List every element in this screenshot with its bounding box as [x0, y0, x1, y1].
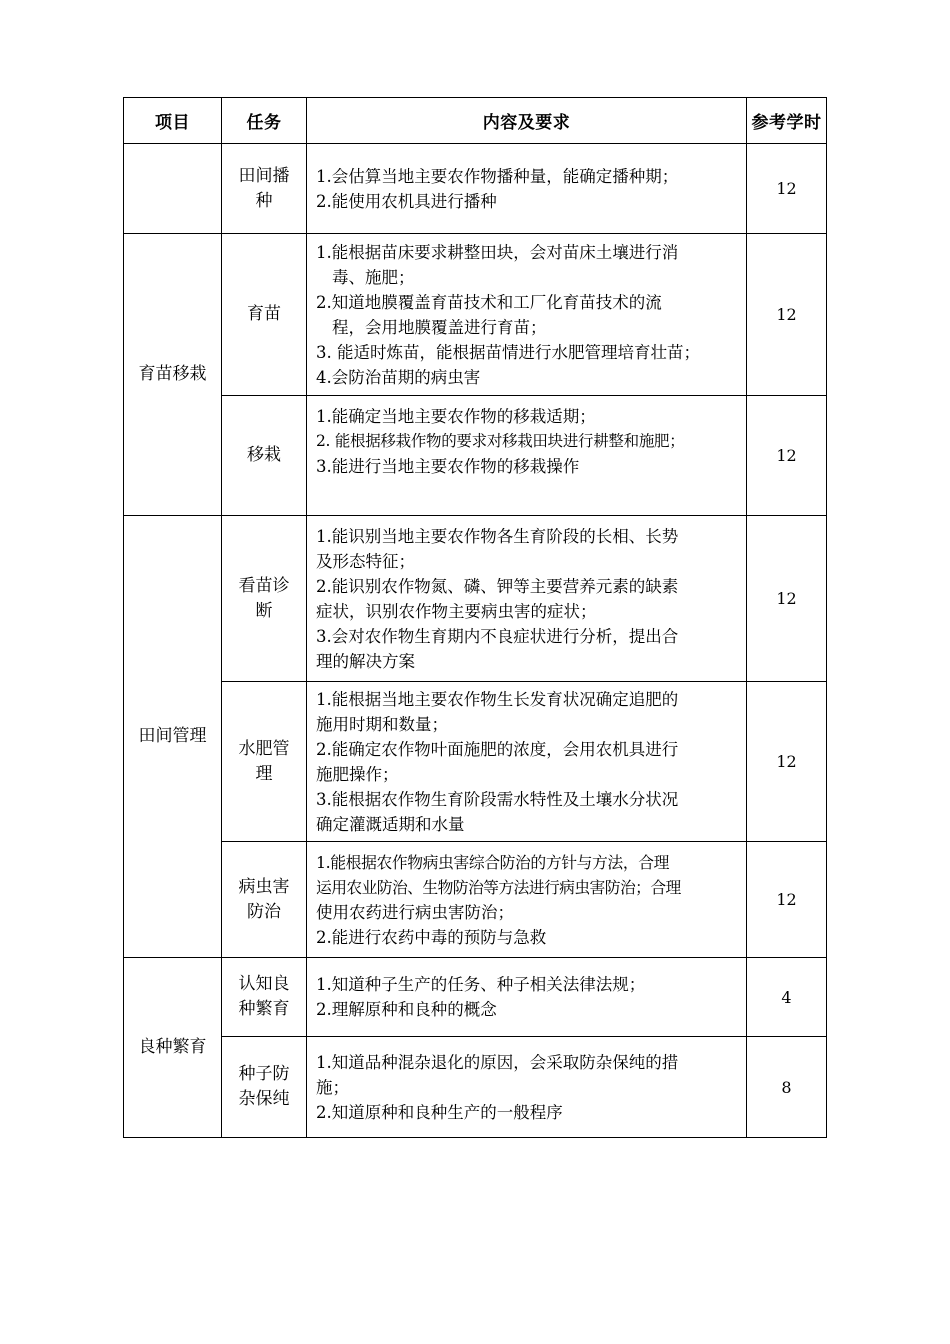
hours-cell: 12: [747, 842, 827, 958]
content-line: 2.能进行农药中毒的预防与急救: [316, 927, 547, 947]
hours-cell: 12: [747, 234, 827, 396]
task-line: 看苗诊: [238, 575, 290, 596]
content-line: 1.知道品种混杂退化的原因，会采取防杂保纯的措: [316, 1052, 679, 1072]
curriculum-table: [123, 97, 827, 1138]
hours-cell: 12: [747, 516, 827, 682]
table-row: [124, 842, 827, 958]
task-cell: [222, 958, 307, 1037]
content-line: 2.知道原种和良种生产的一般程序: [316, 1102, 563, 1122]
content-line: 理的解决方案: [316, 651, 415, 671]
task-line: 种繁育: [238, 999, 290, 1019]
task-cell: [222, 1037, 307, 1138]
content-line: 3. 能适时炼苗，能根据苗情进行水肥管理培育壮苗；: [316, 342, 700, 362]
content-line: 确定灌溉适期和水量: [316, 814, 465, 834]
content-line: 施肥操作；: [316, 764, 399, 784]
header-hours: 参考学时: [747, 98, 827, 144]
content-line: 程，会用地膜覆盖进行育苗；: [332, 317, 547, 337]
task-cell: [222, 516, 307, 682]
task-line: 种子防: [238, 1064, 290, 1084]
table-row: [124, 958, 827, 1037]
content-cell: [307, 516, 747, 682]
table-row: [124, 396, 827, 516]
hours-cell: 8: [747, 1037, 827, 1138]
content-cell: [307, 1037, 747, 1138]
task-line: 病虫害: [238, 876, 290, 897]
content-line: 2.能识别农作物氮、磷、钾等主要营养元素的缺素: [316, 576, 679, 596]
content-line: 1.能根据当地主要农作物生长发育状况确定追肥的: [316, 689, 679, 709]
content-line: 2. 能根据移栽作物的要求对移栽田块进行耕整和施肥；: [316, 432, 685, 450]
hours-cell: 12: [747, 682, 827, 842]
task-line: 育苗: [247, 304, 281, 324]
task-cell: [222, 682, 307, 842]
content-line: 1.会估算当地主要农作物播种量，能确定播种期；: [316, 166, 679, 186]
content-line: 1.能确定当地主要农作物的移栽适期；: [316, 407, 596, 426]
task-line: 防治: [247, 901, 281, 922]
content-line: 施用时期和数量；: [316, 714, 448, 734]
task-line: 田间播: [238, 165, 290, 186]
task-cell: [222, 842, 307, 958]
header-task: 任务: [222, 98, 307, 144]
header-project: 项目: [124, 98, 222, 144]
content-line: 2.能使用农机具进行播种: [316, 191, 497, 211]
task-line: 认知良: [238, 974, 290, 994]
content-line: 1.能根据苗床要求耕整田块，会对苗床土壤进行消: [316, 242, 679, 262]
content-line: 施；: [316, 1077, 349, 1097]
content-line: 使用农药进行病虫害防治；: [316, 902, 514, 922]
content-line: 3.会对农作物生育期内不良症状进行分析，提出合: [316, 626, 679, 646]
content-line: 3.能根据农作物生育阶段需水特性及土壤水分状况: [316, 789, 679, 809]
content-line: 2.知道地膜覆盖育苗技术和工厂化育苗技术的流: [316, 292, 662, 312]
content-cell: [307, 958, 747, 1037]
hours-cell: 12: [747, 396, 827, 516]
table-row: [124, 144, 827, 234]
content-line: 2.理解原种和良种的概念: [316, 1000, 497, 1019]
content-line: 2.能确定农作物叶面施肥的浓度，会用农机具进行: [316, 739, 679, 759]
content-line: 运用农业防治、生物防治等方法进行病虫害防治；合理: [316, 877, 681, 897]
content-cell: [307, 234, 747, 396]
content-line: 1.能根据农作物病虫害综合防治的方针与方法，合理: [316, 852, 670, 872]
content-line: 4.会防治苗期的病虫害: [316, 367, 481, 387]
content-line: 1.知道种子生产的任务、种子相关法律法规；: [316, 975, 646, 994]
content-cell: [307, 144, 747, 234]
project-cell: 田间管理: [124, 516, 222, 958]
header-row: [124, 98, 827, 144]
hours-cell: 4: [747, 958, 827, 1037]
task-line: 杂保纯: [238, 1089, 290, 1109]
task-line: 理: [255, 763, 273, 784]
hours-cell: 12: [747, 144, 827, 234]
content-line: 3.能进行当地主要农作物的移栽操作: [316, 457, 580, 476]
project-cell: 良种繁育: [124, 958, 222, 1138]
table-row: [124, 516, 827, 682]
header-content: 内容及要求: [307, 98, 747, 144]
content-line: 毒、施肥；: [332, 267, 415, 287]
content-cell: [307, 682, 747, 842]
content-line: 及形态特征；: [316, 551, 415, 571]
content-cell: [307, 842, 747, 958]
task-line: 断: [255, 600, 273, 621]
task-line: 水肥管: [238, 738, 290, 759]
task-cell: [222, 234, 307, 396]
project-cell: [124, 144, 222, 234]
task-cell: [222, 396, 307, 516]
content-cell: [307, 396, 747, 516]
project-cell: 育苗移栽: [124, 234, 222, 516]
task-cell: [222, 144, 307, 234]
table-row: [124, 682, 827, 842]
table-row: [124, 234, 827, 396]
task-line: 移栽: [247, 445, 281, 465]
task-line: 种: [255, 190, 273, 211]
table-row: [124, 1037, 827, 1138]
content-line: 1.能识别当地主要农作物各生育阶段的长相、长势: [316, 526, 679, 546]
content-line: 症状，识别农作物主要病虫害的症状；: [316, 601, 597, 621]
